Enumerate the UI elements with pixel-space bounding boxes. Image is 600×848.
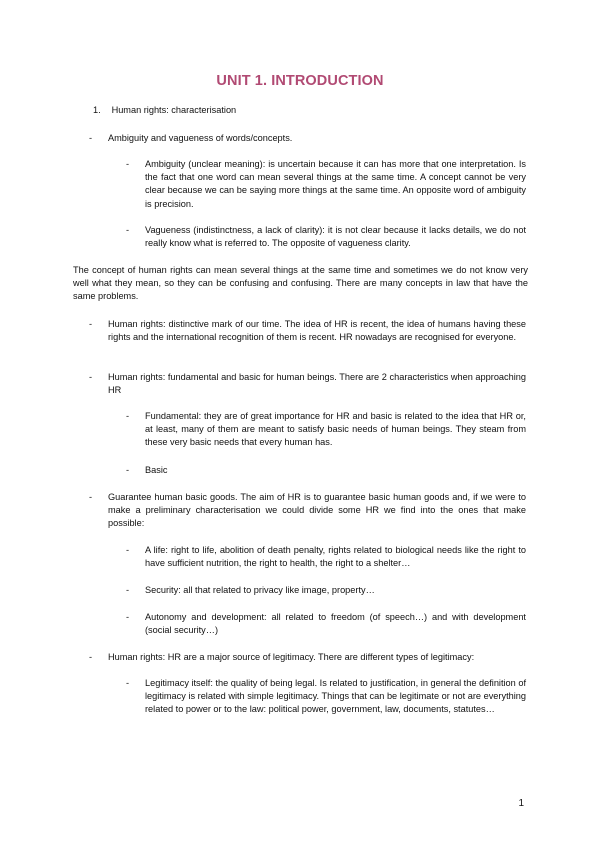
bullet-dash: - [126, 678, 130, 688]
unit-title: UNIT 1. INTRODUCTION [216, 73, 384, 89]
list-item [126, 464, 526, 477]
item-legitimacy-source: Human rights: HR are a major source of legitimacy. There are different types of legitimacy: [108, 652, 475, 662]
list-item [126, 544, 526, 570]
bullet-dash: - [126, 411, 130, 421]
item-vagueness: Vagueness (indistinctness, a lack of clarity): it is not clear because it lacks details, we do not really know what is referred to. The opposite of vagueness clarity. [145, 225, 526, 249]
list-item [89, 132, 526, 145]
list-item [126, 410, 526, 450]
item-fundamental-basic: Human rights: fundamental and basic for human beings. There are 2 characteristics when approaching HR [108, 372, 526, 396]
item-legitimacy-itself: Legitimacy itself: the quality of being legal. Is related to justification, in general the definition of legitimacy is related with simple legitimacy. Things that can be legitimate or not are everything related to power or to the law: political power, government, law, documents, statutes… [145, 678, 526, 715]
list-item [89, 651, 526, 664]
item-ambiguity-vagueness: Ambiguity and vagueness of words/concepts. [108, 133, 293, 143]
bullet-dash: - [126, 585, 130, 595]
bullet-dash: - [126, 465, 130, 475]
section-number: 1. [93, 105, 101, 115]
item-distinctive-mark: Human rights: distinctive mark of our time. The idea of HR is recent, the idea of humans having these rights and the international recognition of them is recent. HR nowadays are recognised for everyone. [108, 319, 526, 343]
item-ambiguity: Ambiguity (unclear meaning): is uncertain because it can has more that one interpretation. Is the fact that one word can mean several things at the same time. A concept cannot be very clear because we can be saying more things at the same time. An opposite word of ambiguity is precision. [145, 159, 526, 209]
page-number: 1 [518, 798, 524, 809]
bullet-dash: - [126, 225, 130, 235]
item-security: Security: all that related to privacy like image, property… [145, 585, 375, 595]
item-basic: Basic [145, 465, 168, 475]
list-item [89, 491, 526, 531]
list-item [126, 611, 526, 637]
list-item [89, 371, 526, 397]
bullet-dash: - [89, 492, 93, 502]
list-item [126, 224, 526, 250]
list-item [126, 158, 526, 211]
bullet-dash: - [126, 545, 130, 555]
section-heading [93, 104, 236, 117]
bullet-dash: - [126, 159, 130, 169]
item-guarantee: Guarantee human basic goods. The aim of HR is to guarantee basic human goods and, if we were to make a preliminary characterisation we could divide some HR we find into the ones that make possible: [108, 492, 526, 529]
section-heading-text: Human rights: characterisation [111, 105, 237, 115]
list-item [126, 677, 526, 717]
intro-paragraph: The concept of human rights can mean several things at the same time and sometimes we do not know very well what they mean, so they can be confusing and confusing. There are many concepts in law that have the same problems. [73, 265, 528, 302]
bullet-dash: - [89, 372, 93, 382]
item-fundamental: Fundamental: they are of great importance for HR and basic is related to the idea that HR or, at least, many of them are meant to satisfy basic needs of human beings. They steam from these very basic needs that every human has. [145, 411, 526, 448]
bullet-dash: - [89, 652, 93, 662]
bullet-dash: - [89, 319, 93, 329]
item-a-life: A life: right to life, abolition of death penalty, rights related to biological needs like the right to have sufficient nutrition, the right to health, the right to a shelter… [145, 545, 526, 569]
bullet-dash: - [126, 612, 130, 622]
list-item [126, 584, 526, 597]
item-autonomy: Autonomy and development: all related to freedom (of speech…) and with development (social security…) [145, 612, 526, 636]
bullet-dash: - [89, 133, 93, 143]
list-item [89, 318, 526, 344]
